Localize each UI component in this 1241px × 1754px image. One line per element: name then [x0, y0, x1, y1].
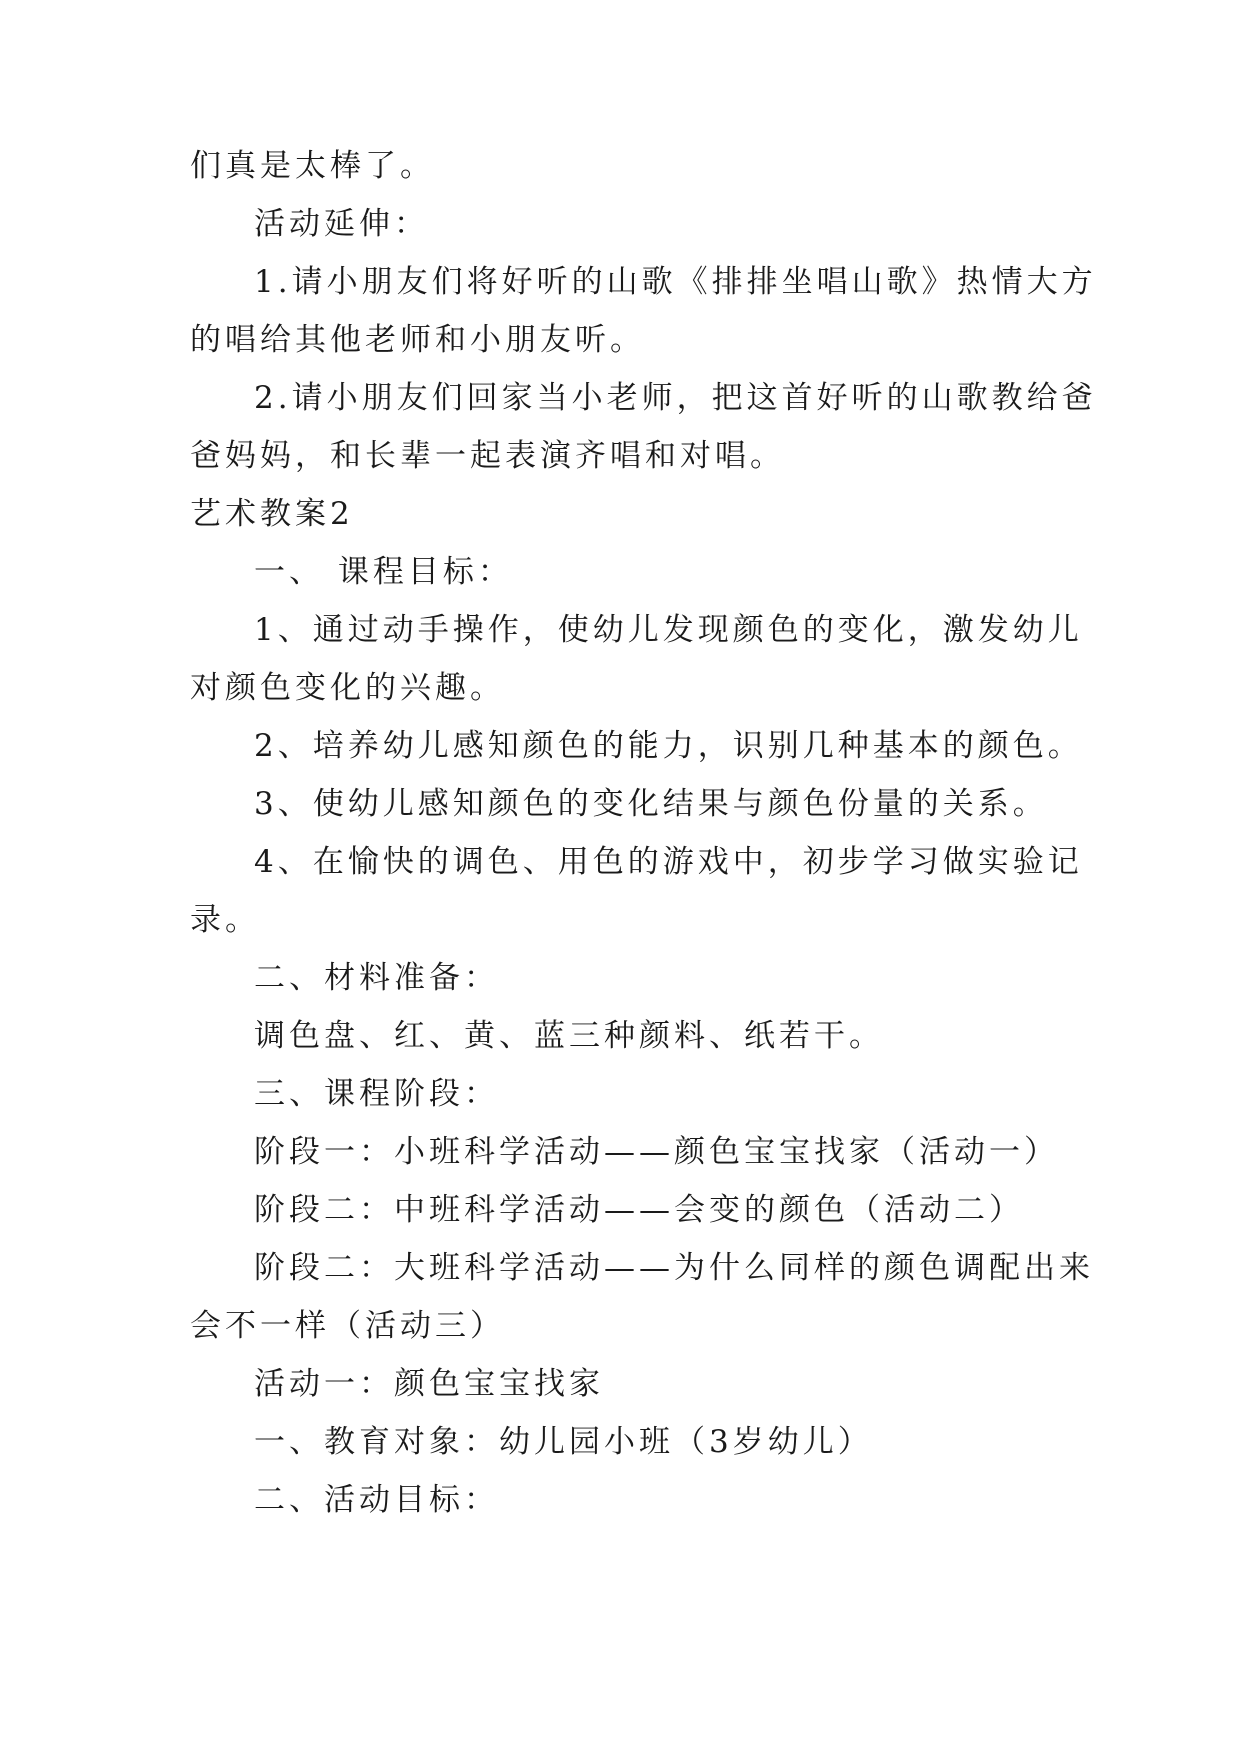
section-heading: 活动延伸：	[254, 206, 429, 242]
text-line: 2.请小朋友们回家当小老师，把这首好听的山歌教给爸	[254, 380, 1097, 416]
text-line: 一、教育对象：幼儿园小班（3岁幼儿）	[254, 1424, 873, 1460]
section-heading: 一、 课程目标：	[254, 554, 513, 590]
text-line: 3、使幼儿感知颜色的变化结果与颜色份量的关系。	[254, 786, 1048, 822]
text-line: 会不一样（活动三）	[190, 1308, 505, 1344]
text-line: 2、培养幼儿感知颜色的能力，识别几种基本的颜色。	[254, 728, 1083, 764]
document-title: 艺术教案2	[190, 496, 354, 532]
text-line: 1、通过动手操作，使幼儿发现颜色的变化，激发幼儿	[254, 612, 1083, 648]
section-heading: 活动一：颜色宝宝找家	[254, 1366, 604, 1402]
text-line: 爸妈妈，和长辈一起表演齐唱和对唱。	[190, 438, 785, 474]
text-line: 录。	[190, 902, 260, 938]
text-line: 阶段二：大班科学活动——为什么同样的颜色调配出来	[254, 1250, 1094, 1286]
text-line: 阶段一：小班科学活动——颜色宝宝找家（活动一）	[254, 1134, 1059, 1170]
section-heading: 二、活动目标：	[254, 1482, 499, 1518]
section-heading: 二、材料准备：	[254, 960, 499, 996]
text-line: 们真是太棒了。	[190, 148, 435, 184]
text-line: 对颜色变化的兴趣。	[190, 670, 505, 706]
text-line: 阶段二：中班科学活动——会变的颜色（活动二）	[254, 1192, 1024, 1228]
text-line: 1.请小朋友们将好听的山歌《排排坐唱山歌》热情大方	[254, 264, 1097, 300]
text-line: 调色盘、红、黄、蓝三种颜料、纸若干。	[254, 1018, 884, 1054]
text-line: 4、在愉快的调色、用色的游戏中，初步学习做实验记	[254, 844, 1083, 880]
section-heading: 三、课程阶段：	[254, 1076, 499, 1112]
text-line: 的唱给其他老师和小朋友听。	[190, 322, 645, 358]
